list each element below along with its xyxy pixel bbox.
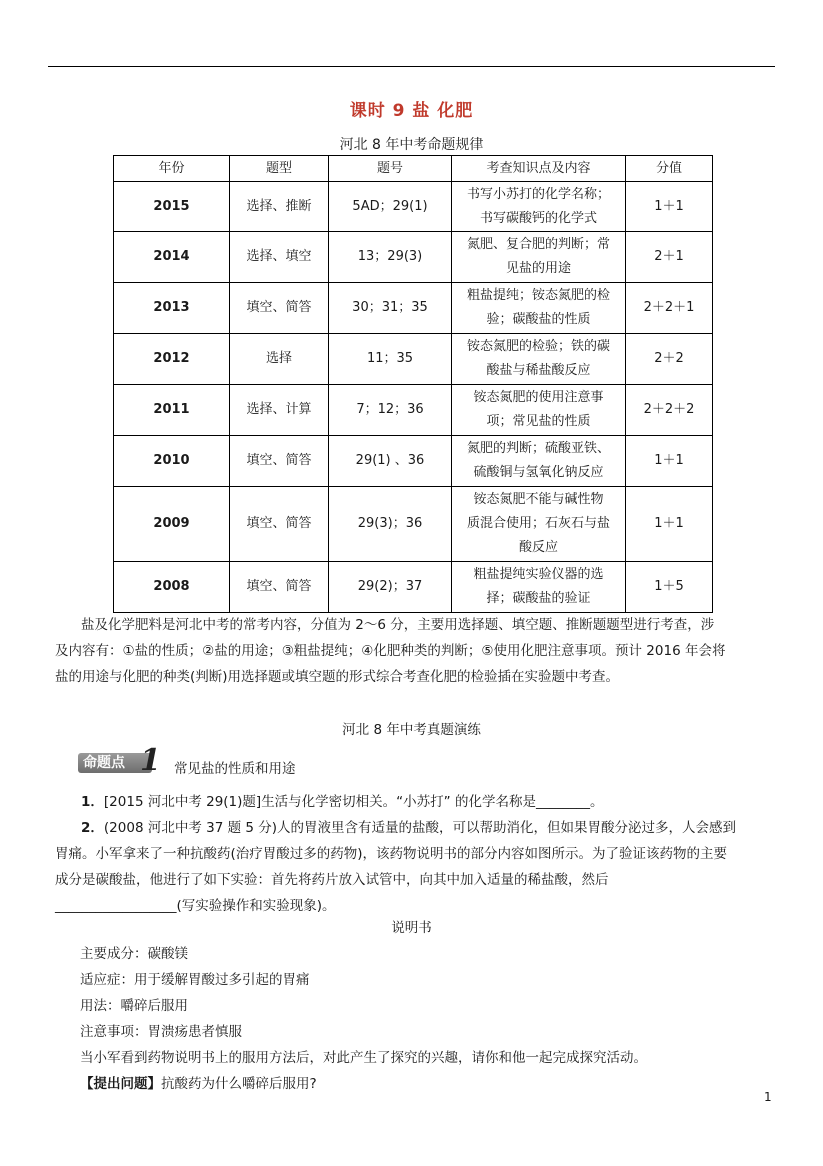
cell-score: 1＋1 — [626, 436, 713, 487]
cell-number: 30；31；35 — [329, 283, 452, 334]
cell-number: 29(3)；36 — [329, 487, 452, 562]
table-row — [114, 562, 713, 613]
cell-content: 铵态氮肥的使用注意事 项；常见盐的性质 — [452, 385, 626, 436]
cell-year: 2008 — [114, 562, 230, 613]
cell-year: 2011 — [114, 385, 230, 436]
question-text: 成分是碳酸盐，他进行了如下实验：首先将药片放入试管中，向其中加入适量的稀盐酸，然后 — [55, 872, 609, 888]
cell-type: 选择、填空 — [230, 232, 329, 283]
cell-score: 1＋1 — [626, 487, 713, 562]
topic-label: 常见盐的性质和用途 — [174, 761, 296, 777]
cell-content: 书写小苏打的化学名称； 书写碳酸钙的化学式 — [452, 182, 626, 232]
leaflet-ingredient: 主要成分：碳酸镁 — [80, 946, 188, 962]
question-text: __________________(写实验操作和实验现象)。 — [55, 898, 336, 914]
cell-score: 2＋2 — [626, 334, 713, 385]
cell-type: 选择、计算 — [230, 385, 329, 436]
topic-badge — [78, 743, 168, 778]
table-row — [114, 232, 713, 283]
cell-score: 1＋5 — [626, 562, 713, 613]
leaflet-usage: 用法：嚼碎后服用 — [80, 998, 188, 1014]
badge-number: 1 — [140, 743, 161, 778]
question-1 — [55, 789, 775, 815]
cell-year: 2014 — [114, 232, 230, 283]
cell-content: 粗盐提纯；铵态氮肥的检 验；碳酸盐的性质 — [452, 283, 626, 334]
cell-type: 选择 — [230, 334, 329, 385]
question-2 — [55, 815, 775, 919]
cell-number: 5AD；29(1) — [329, 182, 452, 232]
cell-score: 2＋1 — [626, 232, 713, 283]
cell-number: 13；29(3) — [329, 232, 452, 283]
badge-text: 命题点 — [83, 755, 125, 771]
header-score: 分值 — [626, 156, 713, 182]
question-tag: 【提出问题】 — [80, 1076, 161, 1092]
question-source: [2015 河北中考 29(1)题] — [103, 794, 262, 810]
cell-number: 7；12；36 — [329, 385, 452, 436]
leaflet-indication: 适应症：用于缓解胃酸过多引起的胃痛 — [80, 972, 310, 988]
page-number: 1 — [764, 1090, 772, 1104]
cell-content: 铵态氮肥的检验；铁的碳 酸盐与稀盐酸反应 — [452, 334, 626, 385]
question-prompt-text: 抗酸药为什么嚼碎后服用? — [161, 1076, 317, 1092]
header-year: 年份 — [114, 156, 230, 182]
question-source: (2008 河北中考 37 题 5 分) — [103, 820, 278, 836]
leaflet-title: 说明书 — [391, 920, 432, 936]
table-row — [114, 334, 713, 385]
summary-line: 盐的用途与化肥的种类(判断)用选择题或填空题的形式综合考查化肥的检验插在实验题中考查。 — [55, 669, 620, 685]
table-row — [114, 436, 713, 487]
cell-type: 填空、简答 — [230, 283, 329, 334]
cell-number: 11；35 — [329, 334, 452, 385]
cell-year: 2015 — [114, 182, 230, 232]
cell-content: 铵态氮肥不能与碱性物 质混合使用；石灰石与盐 酸反应 — [452, 487, 626, 562]
cell-number: 29(1) 、36 — [329, 436, 452, 487]
table-caption: 河北 8 年中考命题规律 — [339, 137, 484, 153]
cell-year: 2012 — [114, 334, 230, 385]
exam-rules-table — [113, 155, 713, 613]
cell-content: 氮肥的判断；硫酸亚铁、 硫酸铜与氢氧化钠反应 — [452, 436, 626, 487]
header-content: 考查知识点及内容 — [452, 156, 626, 182]
cell-year: 2010 — [114, 436, 230, 487]
cell-year: 2013 — [114, 283, 230, 334]
cell-content: 粗盐提纯实验仪器的选 择；碳酸盐的验证 — [452, 562, 626, 613]
summary-line: 及内容有：①盐的性质；②盐的用途；③粗盐提纯；④化肥种类的判断；⑤使用化肥注意事项。预计 2016 年会将 — [55, 643, 726, 659]
cell-type: 填空、简答 — [230, 436, 329, 487]
question-text: 胃痛。小军拿来了一种抗酸药(治疗胃酸过多的药物)，该药物说明书的部分内容如图所示。为了验证该药物的主要 — [55, 846, 728, 862]
section-heading: 河北 8 年中考真题演练 — [342, 722, 481, 738]
cell-type: 填空、简答 — [230, 487, 329, 562]
question-number: 1． — [81, 794, 104, 810]
table-row — [114, 385, 713, 436]
cell-score: 1＋1 — [626, 182, 713, 232]
question-prompt — [80, 1072, 317, 1092]
cell-number: 29(2)；37 — [329, 562, 452, 613]
table-header-row — [114, 156, 713, 182]
summary-line: 盐及化学肥料是河北中考的常考内容，分值为 2～6 分，主要用选择题、填空题、推断题题型进行考查，涉 — [81, 617, 715, 633]
cell-content: 氮肥、复合肥的判断；常 见盐的用途 — [452, 232, 626, 283]
header-rule — [48, 66, 775, 67]
leaflet-caution: 注意事项：胃溃疡患者慎服 — [80, 1024, 242, 1040]
header-type: 题型 — [230, 156, 329, 182]
followup-text: 当小军看到药物说明书上的服用方法后，对此产生了探究的兴趣，请你和他一起完成探究活动。 — [80, 1050, 647, 1066]
summary-paragraph — [55, 612, 775, 690]
cell-type: 选择、推断 — [230, 182, 329, 232]
lesson-title: 课时 9 盐 化肥 — [349, 101, 474, 121]
cell-type: 填空、简答 — [230, 562, 329, 613]
header-number: 题号 — [329, 156, 452, 182]
cell-year: 2009 — [114, 487, 230, 562]
cell-score: 2＋2＋1 — [626, 283, 713, 334]
cell-score: 2＋2＋2 — [626, 385, 713, 436]
table-row — [114, 182, 713, 232]
question-text: 人的胃液里含有适量的盐酸，可以帮助消化，但如果胃酸分泌过多，人会感到 — [277, 820, 737, 836]
table-row — [114, 487, 713, 562]
question-text: 生活与化学密切相关。“小苏打” 的化学名称是________。 — [261, 794, 604, 810]
table-row — [114, 283, 713, 334]
question-number: 2． — [81, 820, 104, 836]
